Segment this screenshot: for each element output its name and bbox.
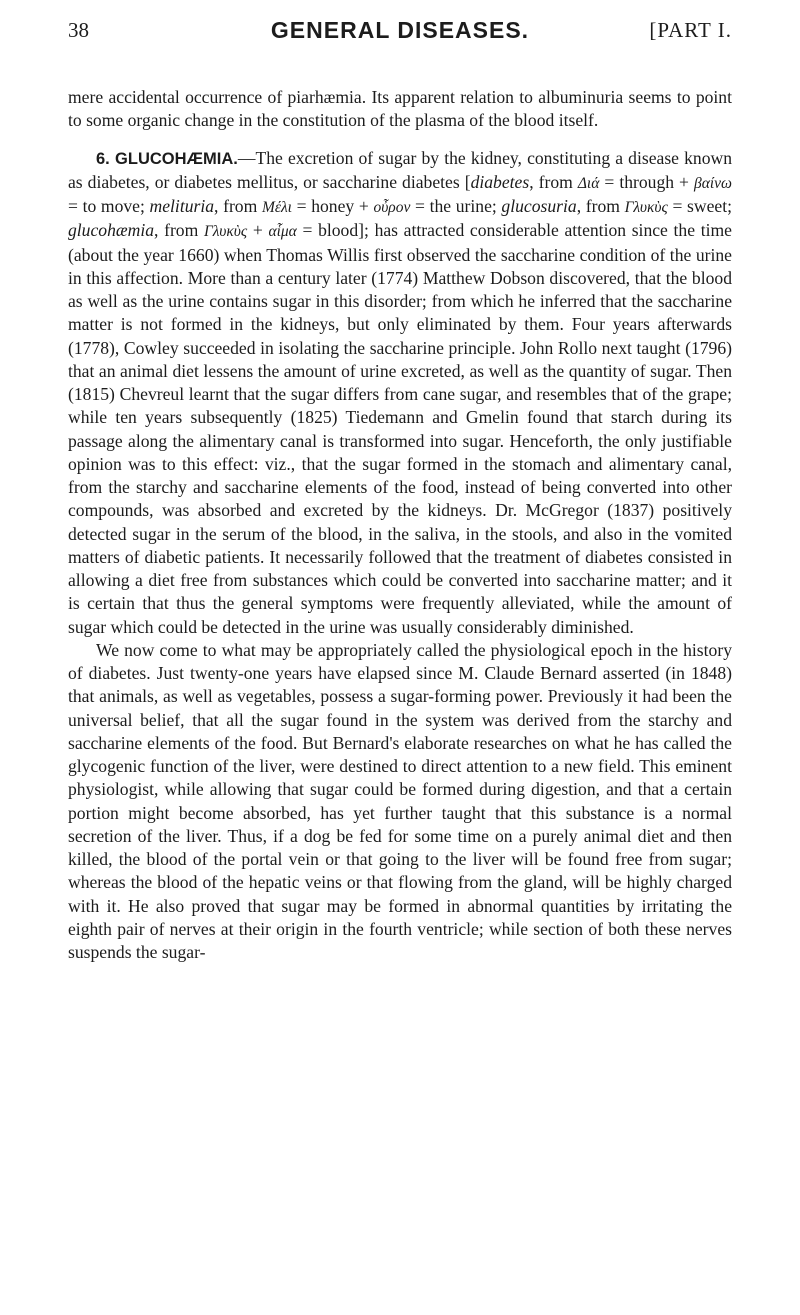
text-run: = to move; [68, 196, 150, 216]
text-run: = blood]; has attracted considerable attention since the time (about the year 1660) when Thomas Willis first observed the saccharine condition of the urine in this affection. More than a century later (1774) Matthew Dobson discovered, that the blood as well as the urine contains sugar in this disorder; from which he inferred that the saccharine matter is not formed in the kidneys, but only eliminated by them. Four years afterwards (1778), Cowley succeeded in isolating the saccharine principle. John Rollo next taught (1796) that an animal diet lessens the amount of urine excreted, as well as the quantity of sugar. Then (1815) Chevreul learnt that the sugar differs from cane sugar, and resembles that of the grape; while ten years subsequently (1825) Tiedemann and Gmelin found that starch during its passage along the alimentary canal is transformed into sugar. Henceforth, the only justifiable opinion was to this effect: viz., that the sugar formed in the stomach and alimentary canal, from the starchy and saccharine elements of the food, instead of being converted into other compounds, was absorbed and excreted by the kidneys. Dr. McGregor (1837) positively detected sugar in the serum of the blood, in the saliva, in the stools, and also in the vomited matters of diabetic patients. It necessarily followed that the treatment of diabetes consisted in allowing a diet free from substances which could be converted into saccharine matter; and it is certain that thus the general symptoms were frequently alleviated, while the amount of sugar which could be detected in the urine was usually considerably diminished. [68, 220, 732, 637]
section-heading: 6. GLUCOHÆMIA. [96, 149, 238, 168]
text-run: = honey + [292, 196, 374, 216]
paragraph-glucohaemia [68, 147, 732, 639]
running-title: GENERAL DISEASES. [270, 17, 530, 43]
text-run: , from [529, 171, 578, 192]
text-run: , from [214, 196, 262, 216]
running-header [68, 14, 732, 46]
part-label: [PART I. [649, 18, 732, 42]
paragraph-intro: mere accidental occurrence of piarhæmia. Its apparent relation to albuminuria seems to point to some organic change in the constitution of the plasma of the blood itself. [68, 87, 732, 131]
text-run: , from [576, 196, 625, 216]
term-glucohaemia: glucohæmia [68, 220, 155, 241]
greek-dia: Διά [577, 174, 600, 192]
greek-ouron: οὖρον [373, 199, 411, 216]
body-text [68, 86, 732, 964]
greek-baino: βαίνω [694, 174, 732, 192]
text-run: = through + [599, 171, 694, 192]
text-run: + [247, 220, 269, 241]
text-run: —The excretion of sugar by the kidney, constituting a disease known as diabetes, or diabetes mellitus, or saccharine diabetes [ [68, 147, 732, 192]
paragraph-physiological-epoch: We now come to what may be appropriately called the physiological epoch in the history of diabetes. Just twenty-one years have elapsed since M. Claude Bernard asserted (in 1848) that animals, as well as vegetables, possess a sugar-forming power. Previously it had been the universal belief, that all the sugar found in the system was derived from the starchy and saccharine elements of the food. But Bernard's elaborate researches on what he has called the glycogenic function of the liver, were destined to direct attention to a new field. This eminent physiologist, while allowing that sugar could be formed during digestion, and that a certain portion might become absorbed, has yet further taught that this substance is a normal secretion of the liver. Thus, if a dog be fed for some time on a purely animal diet and then killed, the blood of the portal vein or that going to the liver will be found free from sugar; whereas the blood of the hepatic veins or that flowing from the gland, will be highly charged with it. He also proved that sugar may be formed in abnormal quantities by irritating the eighth pair of nerves at their origin in the fourth ventricle; while section of both these nerves suspends the sugar- [68, 639, 732, 962]
greek-glukus: Γλυκὺς [624, 199, 668, 216]
greek-glukus: Γλυκὺς [203, 223, 248, 241]
term-melituria: melituria [149, 196, 215, 216]
paragraph-gap [68, 133, 732, 147]
greek-haima: αἷμα [268, 223, 297, 241]
text-run: = the urine; [410, 196, 502, 216]
text-run: = sweet; [667, 196, 732, 216]
term-glucosuria: glucosuria [501, 196, 577, 216]
greek-meli: Μέλι [261, 199, 292, 216]
term-diabetes: diabetes [470, 171, 530, 192]
page-number: 38 [68, 18, 89, 42]
text-run: , from [154, 220, 204, 241]
